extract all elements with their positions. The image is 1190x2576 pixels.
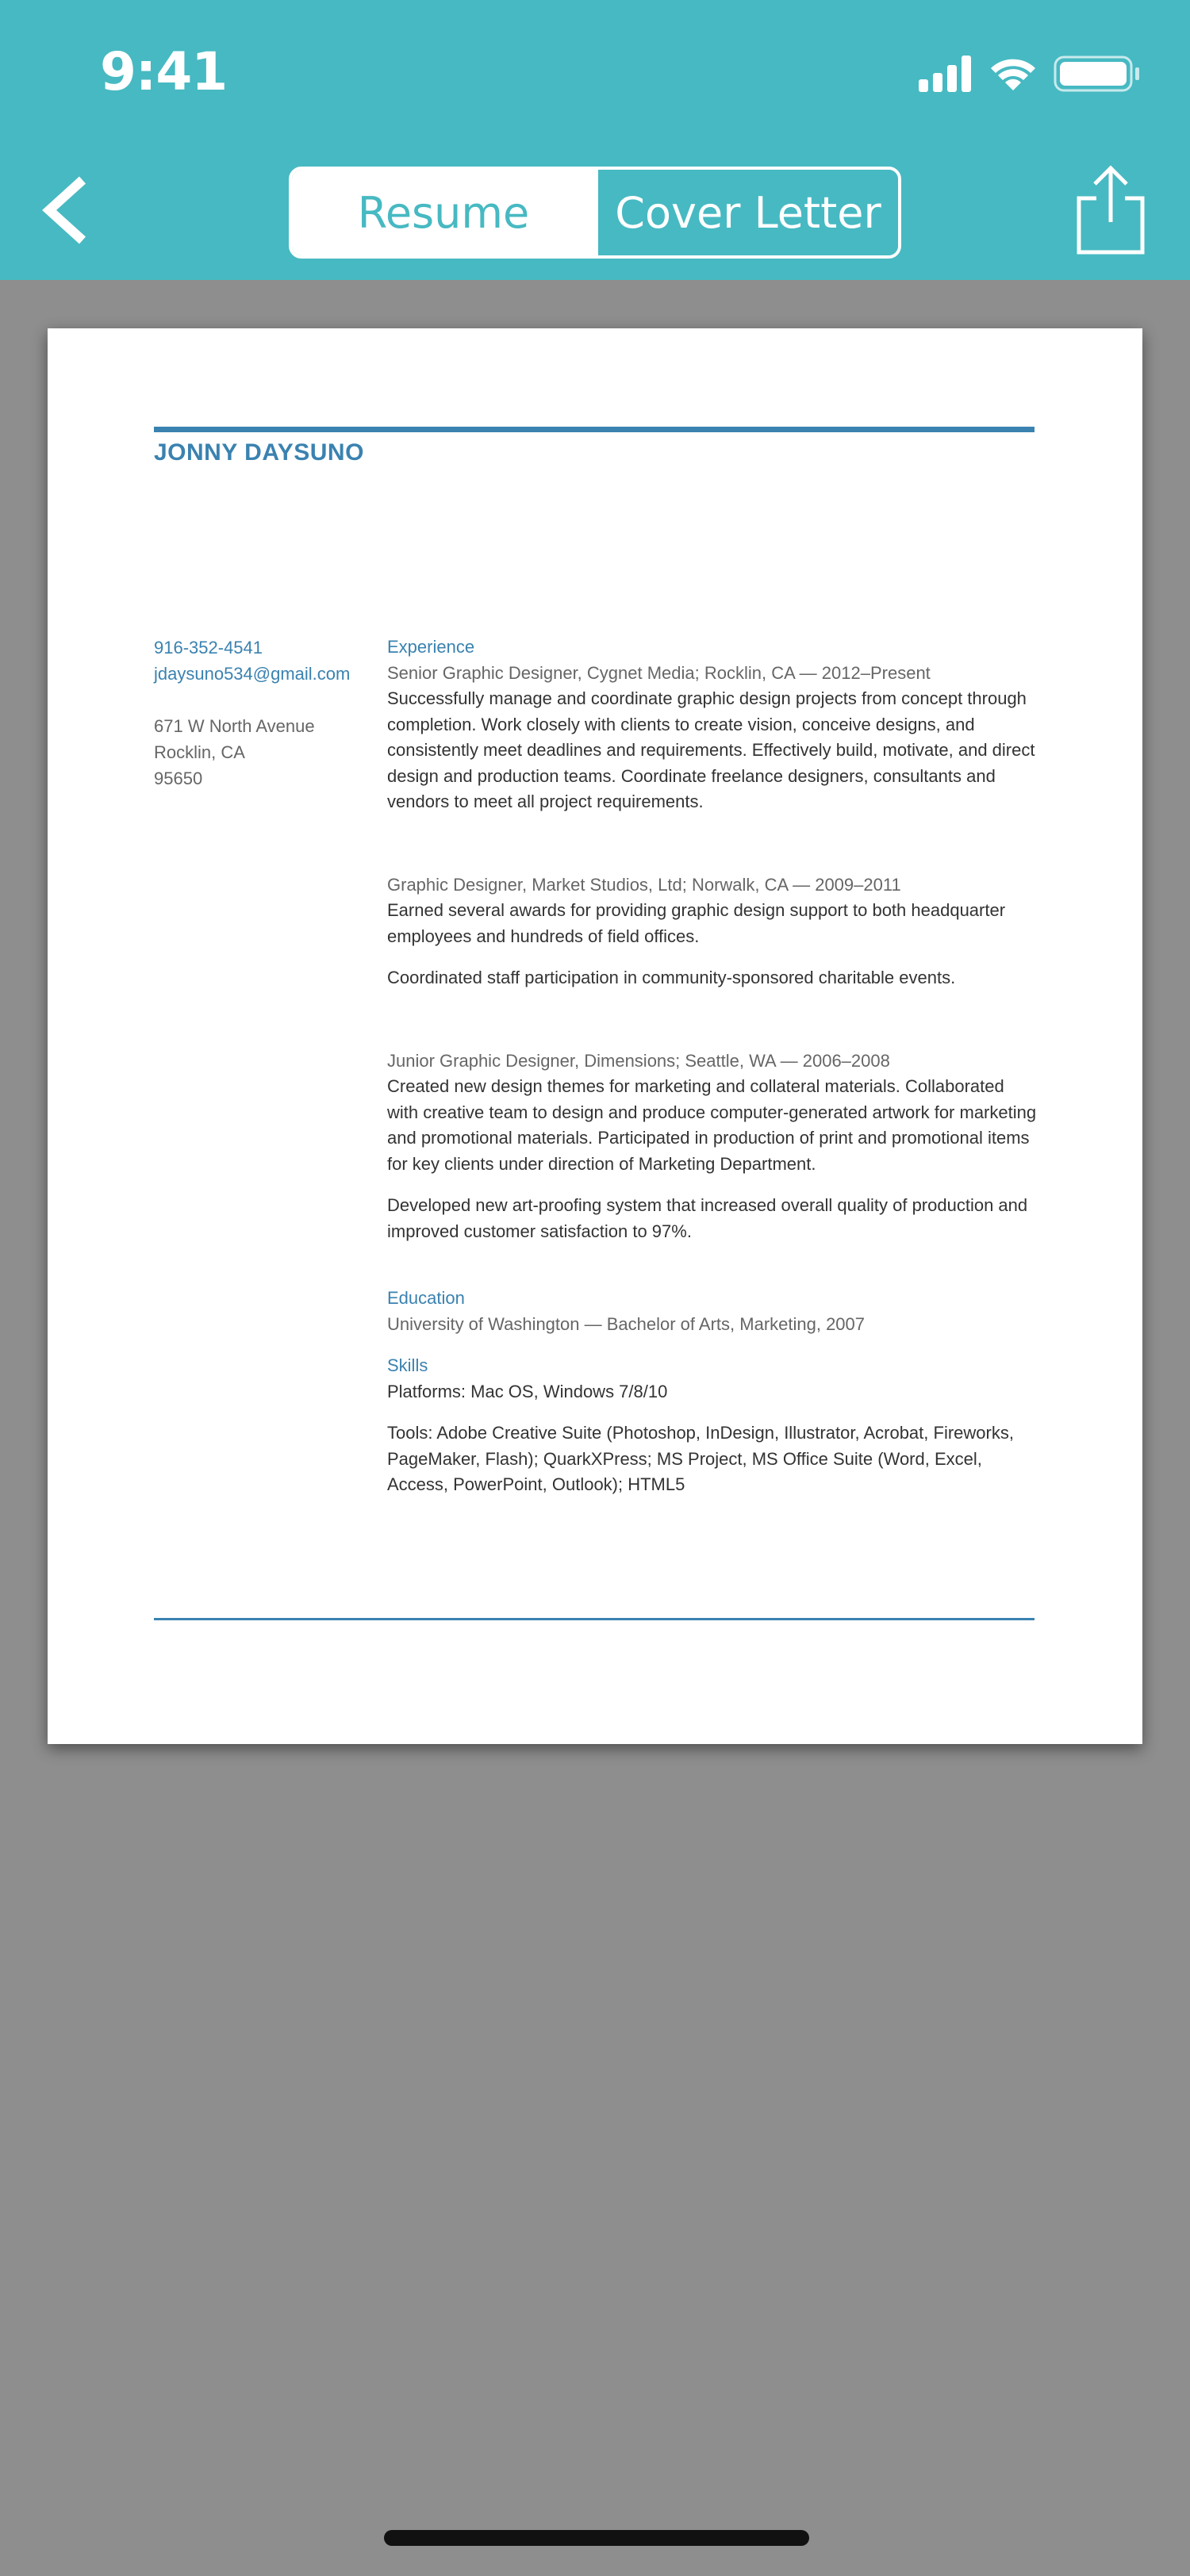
job-description: Earned several awards for providing graphic design support to both headquarter employees and hundreds of field offices. — [387, 900, 1006, 946]
segment-resume[interactable]: Resume — [292, 170, 595, 255]
share-icon[interactable] — [1073, 165, 1149, 257]
job-description: Successfully manage and coordinate graphic design projects from concept through completion. Work closely with clients to create vision, conceive designs, and consistently meet deadlines and requirements. Effectively build, motivate, and direct design and production teams. Coordinate freelance designers, consultants and vendors to meet all project requirements. — [387, 688, 1035, 811]
contact-address-line2: Rocklin, CA — [154, 742, 245, 762]
nav-header — [0, 0, 1190, 280]
education-heading: Education — [387, 1288, 465, 1308]
skills-heading: Skills — [387, 1355, 428, 1375]
back-chevron-icon[interactable] — [38, 171, 102, 250]
skills-platforms: Platforms: Mac OS, Windows 7/8/10 — [387, 1381, 668, 1401]
home-indicator[interactable] — [384, 2530, 809, 2546]
segment-cover-letter[interactable]: Cover Letter — [595, 170, 898, 255]
job-title: Senior Graphic Designer, Cygnet Media; Rocklin, CA — 2012–Present — [387, 662, 931, 683]
contact-email: jdaysuno534@gmail.com — [154, 664, 351, 684]
resume-page — [48, 328, 1142, 1744]
job-description: Developed new art-proofing system that increased overall quality of production and improved customer satisfaction to 97%. — [387, 1195, 1028, 1241]
contact-zip: 95650 — [154, 769, 203, 788]
job-description: Created new design themes for marketing and collateral materials. Collaborated with creative team to design and produce computer-generated artwork for marketing and promotional materials. Participated in production of print and promotional items for key clients under direction of Marketing Department. — [387, 1076, 1037, 1174]
segmented-control — [289, 167, 901, 259]
status-icons — [919, 54, 1149, 94]
status-time: 9:41 — [100, 41, 228, 102]
resume-name: JONNY DAYSUNO — [154, 439, 364, 466]
job-title: Junior Graphic Designer, Dimensions; Seattle, WA — 2006–2008 — [387, 1050, 890, 1071]
cellular-signal-icon — [919, 56, 971, 92]
top-rule — [154, 427, 1035, 432]
education-entry: University of Washington — Bachelor of Arts, Marketing, 2007 — [387, 1313, 866, 1334]
experience-heading: Experience — [387, 637, 475, 657]
skills-tools: Tools: Adobe Creative Suite (Photoshop, InDesign, Illustrator, Acrobat, Fireworks, PageMaker, Flash); QuarkXPress; MS Project, MS Office Suite (Word, Excel, Access, PowerPoint, Outlook); HTML5 — [387, 1423, 1014, 1494]
contact-phone: 916-352-4541 — [154, 638, 263, 657]
battery-icon — [1055, 57, 1139, 90]
resume-main-column — [387, 634, 1039, 1498]
contact-block — [154, 634, 384, 792]
job-title: Graphic Designer, Market Studios, Ltd; Norwalk, CA — 2009–2011 — [387, 874, 901, 895]
job-description: Coordinated staff participation in community-sponsored charitable events. — [387, 968, 956, 987]
contact-address-line1: 671 W North Avenue — [154, 716, 315, 736]
bottom-rule — [154, 1618, 1035, 1620]
wifi-icon — [991, 59, 1035, 90]
